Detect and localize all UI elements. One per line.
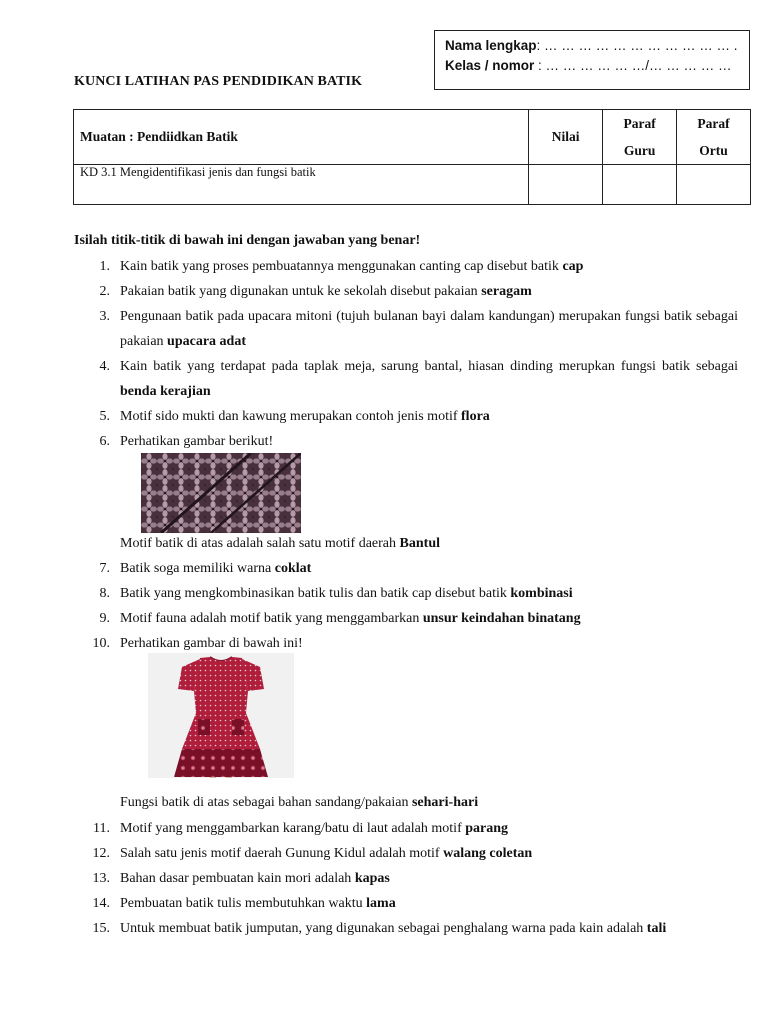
paraf-guru-cell[interactable] <box>603 165 677 205</box>
subject-table <box>73 109 751 205</box>
question-text: Pakaian batik yang digunakan untuk ke sekolah disebut pakaian <box>120 284 482 299</box>
question-number: 6. <box>99 434 110 449</box>
question-number: 2. <box>99 284 110 299</box>
question-text: Motif fauna adalah motif batik yang menggambarkan <box>120 611 423 626</box>
question-number: 13. <box>92 871 110 886</box>
answer: parang <box>465 821 509 836</box>
question-number: 4. <box>99 359 110 374</box>
question-number: 15. <box>92 921 110 936</box>
question-text: Pengunaan batik pada upacara mitoni (tujuh bulanan bayi dalam kandungan) merupakan fungsi batik sebagai pakaian <box>120 309 738 349</box>
question-text: Batik yang mengkombinasikan batik tulis dan batik cap disebut batik <box>120 586 511 601</box>
question-number: 10. <box>92 636 110 651</box>
page-title: KUNCI LATIHAN PAS PENDIDIKAN BATIK <box>74 74 363 89</box>
paraf-ortu-cell[interactable] <box>677 165 751 205</box>
question-number: 9. <box>99 611 110 626</box>
question-text: Perhatikan gambar berikut! <box>120 434 274 449</box>
batik-dress-image <box>148 653 294 778</box>
class-label: Kelas / nomor <box>445 58 535 73</box>
question-15 <box>74 916 738 941</box>
question-3 <box>74 304 738 354</box>
answer: coklat <box>274 561 312 576</box>
nilai-value-cell[interactable] <box>529 165 603 205</box>
instruction-heading: Isilah titik-titik di bawah ini dengan jawaban yang benar! <box>74 233 421 248</box>
paraf-ortu-header <box>677 110 751 165</box>
paraf-guru-header <box>603 110 677 165</box>
question-number: 7. <box>99 561 110 576</box>
question-text: Motif sido mukti dan kawung merupakan contoh jenis motif <box>120 409 462 424</box>
kd-cell: KD 3.1 Mengidentifikasi jenis dan fungsi batik <box>74 165 529 205</box>
answer: kapas <box>354 871 390 886</box>
answer: seragam <box>481 284 532 299</box>
batik-motif-image <box>141 453 301 533</box>
question-text: Kain batik yang proses pembuatannya menggunakan canting cap disebut batik <box>120 259 563 274</box>
question-number: 8. <box>99 586 110 601</box>
question-text: Motif batik di atas adalah salah satu motif daerah <box>120 536 400 551</box>
question-number: 12. <box>92 846 110 861</box>
answer: cap <box>562 259 584 274</box>
question-5 <box>74 404 738 429</box>
question-4 <box>74 354 738 404</box>
identity-box <box>434 30 750 90</box>
nilai-header: Nilai <box>529 110 603 165</box>
question-2 <box>74 279 738 304</box>
paraf-ortu-line1: Paraf <box>697 116 730 131</box>
question-9 <box>74 606 738 631</box>
question-8 <box>74 581 738 606</box>
question-7 <box>74 556 738 581</box>
question-text: Pembuatan batik tulis membutuhkan waktu <box>120 896 367 911</box>
answer: tali <box>646 921 667 936</box>
question-text: Kain batik yang terdapat pada taplak meja, sarung bantal, hiasan dinding merupkan fungsi batik sebagai <box>120 359 738 374</box>
paraf-guru-line2: Guru <box>623 143 656 158</box>
question-text: Batik soga memiliki warna <box>120 561 275 576</box>
answer: Bantul <box>399 536 440 551</box>
question-text: Perhatikan gambar di bawah ini! <box>120 636 303 651</box>
class-row <box>445 56 739 76</box>
question-6 <box>74 429 738 454</box>
question-text: Fungsi batik di atas sebagai bahan sandang/pakaian <box>120 795 412 810</box>
question-13 <box>74 866 738 891</box>
answer: flora <box>461 409 490 424</box>
question-text: Untuk membuat batik jumputan, yang digunakan sebagai penghalang warna pada kain adalah <box>120 921 647 936</box>
question-14 <box>74 891 738 916</box>
answer: kombinasi <box>510 586 573 601</box>
question-11 <box>74 816 738 841</box>
answer: walang coletan <box>443 846 533 861</box>
question-text: Motif yang menggambarkan karang/batu di laut adalah motif <box>120 821 466 836</box>
question-number: 14. <box>92 896 110 911</box>
class-field[interactable]: : … … … … … …/… … … … … <box>534 58 732 73</box>
answer: benda kerajian <box>120 384 211 399</box>
question-number: 1. <box>99 259 110 274</box>
muatan-cell: Muatan : Pendiidkan Batik <box>74 110 529 165</box>
question-number: 3. <box>99 309 110 324</box>
question-text: Salah satu jenis motif daerah Gunung Kidul adalah motif <box>120 846 444 861</box>
answer: unsur keindahan binatang <box>422 611 581 626</box>
question-1 <box>74 254 738 279</box>
question-6-answer-line <box>120 536 440 552</box>
answer: sehari-hari <box>411 795 479 810</box>
paraf-ortu-line2: Ortu <box>699 143 728 158</box>
question-text: Bahan dasar pembuatan kain mori adalah <box>120 871 355 886</box>
question-number: 5. <box>99 409 110 424</box>
question-12 <box>74 841 738 866</box>
name-row <box>445 36 739 56</box>
name-field[interactable]: : … … … … … … … … … … … . <box>536 38 738 53</box>
answer: upacara adat <box>167 334 246 349</box>
answer: lama <box>366 896 396 911</box>
question-number: 11. <box>93 821 110 836</box>
question-10-answer-line <box>120 795 478 811</box>
name-label: Nama lengkap <box>445 38 537 53</box>
paraf-guru-line1: Paraf <box>623 116 656 131</box>
